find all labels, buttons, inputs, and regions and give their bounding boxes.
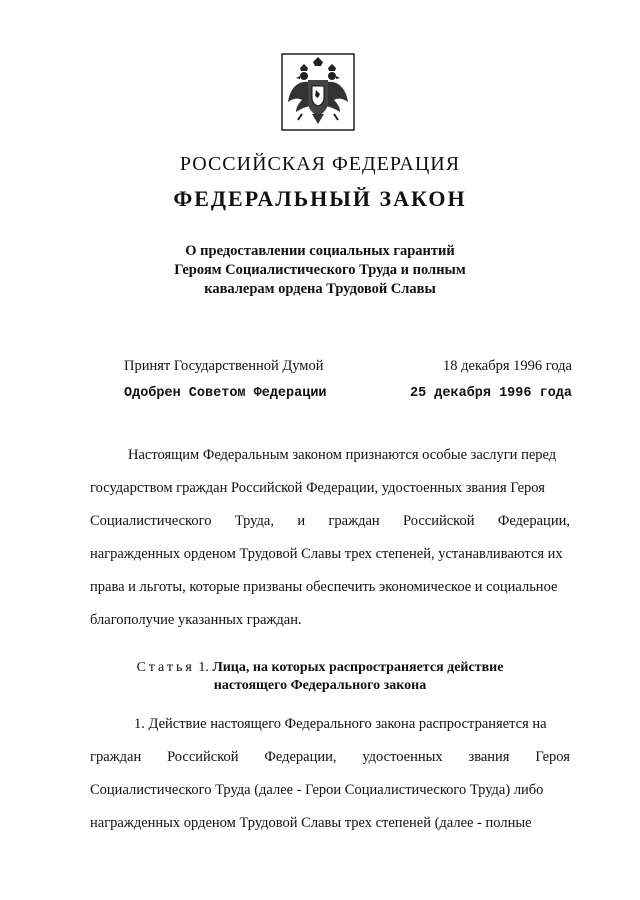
duma-adoption-date: 18 декабря 1996 года [443, 358, 572, 374]
preamble-line: благополучие указанных граждан. [90, 612, 302, 628]
coat-of-arms-emblem [280, 52, 356, 132]
article-word: Российской [167, 749, 239, 765]
preamble-line-justified [90, 513, 570, 533]
preamble-word: Российской [403, 513, 475, 529]
preamble-word: Федерации, [497, 513, 570, 529]
preamble-word: Социалистического [90, 513, 212, 529]
article-heading [0, 659, 640, 695]
article-text-line-justified [90, 749, 570, 769]
article-heading-line [0, 677, 640, 695]
article-heading-line [0, 659, 640, 677]
article-label: Статья [136, 660, 195, 675]
article-word: Героя [535, 749, 570, 765]
law-title [0, 242, 640, 299]
article-word: звания [468, 749, 510, 765]
preamble-line: Настоящим Федеральным законом признаются особые заслуги перед [128, 447, 557, 463]
article-text-line: 1. Действие настоящего Федерального закона распространяется на [134, 716, 547, 732]
duma-adoption-row [124, 358, 572, 378]
law-title-line: О предоставлении социальных гарантий [185, 243, 455, 259]
article-text-line: награжденных орденом Трудовой Славы трех степеней (далее - полные [90, 815, 532, 831]
law-title-line: кавалерам ордена Трудовой Славы [204, 281, 436, 297]
article-word: Федерации, [264, 749, 337, 765]
double-headed-eagle-icon [280, 52, 356, 132]
preamble-word: Труда, [234, 513, 274, 529]
article-word: удостоенных [362, 749, 443, 765]
law-title-line: Героям Социалистического Труда и полным [174, 262, 466, 278]
preamble-line: государством граждан Российской Федерации, удостоенных звания Героя [90, 480, 545, 496]
article-number: 1. [198, 660, 209, 675]
council-approval-date: 25 декабря 1996 года [409, 386, 572, 401]
council-approval-label: Одобрен Советом Федерации [124, 386, 327, 401]
country-heading: РОССИЙСКАЯ ФЕДЕРАЦИЯ [179, 153, 461, 175]
article-title-continued: настоящего Федерального закона [213, 678, 427, 693]
preamble-line: права и льготы, которые призваны обеспечить экономическое и социальное [90, 579, 558, 595]
preamble-line: награжденных орденом Трудовой Славы трех степеней, устанавливаются их [90, 546, 563, 562]
council-approval-row [124, 386, 572, 406]
article-title: Лица, на которых распространяется действие [212, 660, 504, 675]
duma-adoption-label: Принят Государственной Думой [124, 358, 324, 374]
document-type-heading: ФЕДЕРАЛЬНЫЙ ЗАКОН [173, 186, 467, 211]
article-word: граждан [90, 749, 142, 765]
article-text-line: Социалистического Труда (далее - Герои Социалистического Труда) либо [90, 782, 544, 798]
preamble-word: граждан [328, 513, 380, 529]
preamble-word: и [297, 513, 306, 529]
